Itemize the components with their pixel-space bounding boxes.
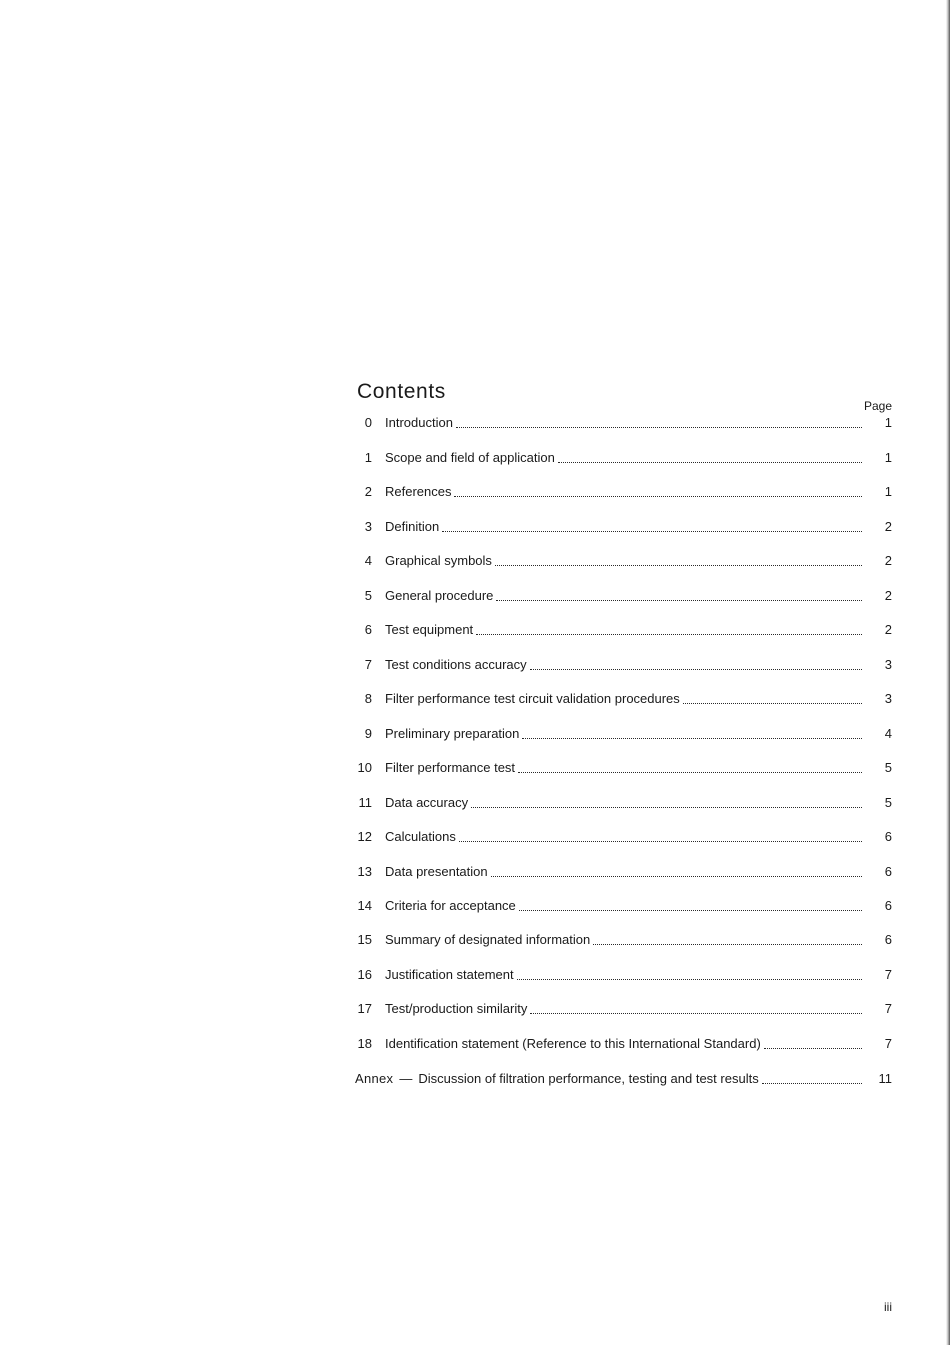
toc-entry-label: Identification statement (Reference to this International Standard): [385, 1036, 761, 1051]
toc-entry-label: Filter performance test: [385, 760, 516, 775]
toc-entry-10[interactable]: [340, 759, 892, 777]
dot-leader: [558, 461, 862, 463]
toc-entry-0[interactable]: [340, 414, 892, 432]
toc-entry-number: 13: [357, 864, 372, 879]
toc-entry-number: 12: [357, 829, 372, 844]
toc-entry-page: 6: [884, 864, 892, 879]
toc-entry-label: Scope and field of application: [385, 450, 555, 465]
toc-entry-16[interactable]: [340, 966, 892, 984]
toc-entry-number: 16: [357, 967, 372, 982]
toc-entry-label: Discussion of filtration performance, testing and test results: [418, 1071, 759, 1086]
toc-entry-15[interactable]: [340, 931, 892, 949]
toc-entry-page: 3: [884, 691, 892, 706]
toc-entry-number: 0: [364, 415, 372, 430]
toc-entry-page: 2: [884, 553, 892, 568]
dot-leader: [764, 1047, 862, 1049]
dot-leader: [530, 668, 862, 670]
toc-entry-label: Introduction: [385, 415, 453, 430]
toc-entry-number: 10: [357, 760, 372, 775]
toc-entry-label: Preliminary preparation: [385, 726, 520, 741]
toc-entry-label: Justification statement: [385, 967, 514, 982]
toc-entry-number: 7: [364, 657, 372, 672]
dot-leader: [762, 1082, 862, 1084]
dot-leader: [456, 426, 862, 428]
dot-leader: [496, 599, 862, 601]
toc-entry-18[interactable]: [340, 1035, 892, 1053]
toc-entry-6[interactable]: [340, 621, 892, 639]
toc-entry-4[interactable]: [340, 552, 892, 570]
dot-leader: [495, 564, 862, 566]
toc-entry-7[interactable]: [340, 656, 892, 674]
toc-entry-label: Test conditions accuracy: [385, 657, 527, 672]
dot-leader: [454, 495, 862, 497]
toc-entry-number: 8: [364, 691, 372, 706]
dot-leader: [522, 737, 862, 739]
toc-entry-number: 18: [357, 1036, 372, 1051]
toc-entry-page: 5: [884, 760, 892, 775]
toc-entry-2[interactable]: [340, 483, 892, 501]
toc-entry-number: 17: [357, 1001, 372, 1016]
dot-leader: [683, 702, 862, 704]
dot-leader: [593, 943, 862, 945]
dot-leader: [442, 530, 862, 532]
toc-entry-number: 1: [364, 450, 372, 465]
toc-entry-17[interactable]: [340, 1000, 892, 1018]
toc-entry-page: 7: [884, 1001, 892, 1016]
toc-entry-number: 3: [364, 519, 372, 534]
toc-entry-8[interactable]: [340, 690, 892, 708]
toc-entry-page: 6: [884, 932, 892, 947]
toc-entry-label: Data accuracy: [385, 795, 469, 810]
toc-entry-9[interactable]: [340, 725, 892, 743]
toc-entry-page: 1: [884, 484, 892, 499]
toc-entry-number: 9: [364, 726, 372, 741]
annex-keyword: Annex: [355, 1071, 394, 1086]
toc-entry-label: Definition: [385, 519, 440, 534]
toc-entry-3[interactable]: [340, 518, 892, 536]
toc-entry-1[interactable]: [340, 449, 892, 467]
toc-entry-number: 15: [357, 932, 372, 947]
toc-entry-label: Calculations: [385, 829, 456, 844]
toc-entry-label: Test equipment: [385, 622, 474, 637]
dot-leader: [471, 806, 862, 808]
toc-entry-page: 7: [884, 1036, 892, 1051]
toc-entry-page: 1: [884, 450, 892, 465]
dot-leader: [491, 875, 862, 877]
toc-entry-page: 3: [884, 657, 892, 672]
toc-entry-label: General procedure: [385, 588, 494, 603]
dot-leader: [518, 771, 862, 773]
toc-entry-12[interactable]: [340, 828, 892, 846]
toc-entry-annex[interactable]: [355, 1070, 892, 1088]
toc-entry-number: 6: [364, 622, 372, 637]
toc-entry-page: 4: [884, 726, 892, 741]
toc-entry-5[interactable]: [340, 587, 892, 605]
toc-entry-number: 4: [364, 553, 372, 568]
toc-entry-number: 11: [358, 795, 372, 810]
toc-entry-label: Filter performance test circuit validation procedures: [385, 691, 680, 706]
footer-page-number: iii: [884, 1300, 892, 1314]
dot-leader: [517, 978, 862, 980]
toc-entry-label: Test/production similarity: [385, 1001, 528, 1016]
toc-entry-page: 2: [884, 622, 892, 637]
toc-entry-label: Graphical symbols: [385, 553, 492, 568]
toc-entry-number: 5: [364, 588, 372, 603]
toc-entry-13[interactable]: [340, 863, 892, 881]
toc-entry-11[interactable]: [340, 794, 892, 812]
toc-entry-label: Summary of designated information: [385, 932, 591, 947]
toc-entry-14[interactable]: [340, 897, 892, 915]
toc-entry-page: 6: [884, 898, 892, 913]
page-column-header: Page: [863, 399, 892, 413]
toc-entry-page: 7: [884, 967, 892, 982]
toc-entry-page: 2: [884, 588, 892, 603]
toc-entry-page: 5: [884, 795, 892, 810]
toc-entry-page: 1: [884, 415, 892, 430]
dot-leader: [530, 1012, 862, 1014]
toc-entry-number: 2: [364, 484, 372, 499]
toc-entry-label: References: [385, 484, 452, 499]
annex-dash: —: [399, 1071, 413, 1086]
toc-entry-page: 11: [878, 1071, 892, 1086]
toc-entry-label: Criteria for acceptance: [385, 898, 516, 913]
toc-entry-label: Data presentation: [385, 864, 488, 879]
dot-leader: [519, 909, 862, 911]
dot-leader: [459, 840, 862, 842]
toc-entry-page: 6: [884, 829, 892, 844]
toc-entry-page: 2: [884, 519, 892, 534]
toc-entry-number: 14: [357, 898, 372, 913]
page-title: Contents: [357, 380, 446, 404]
dot-leader: [476, 633, 862, 635]
